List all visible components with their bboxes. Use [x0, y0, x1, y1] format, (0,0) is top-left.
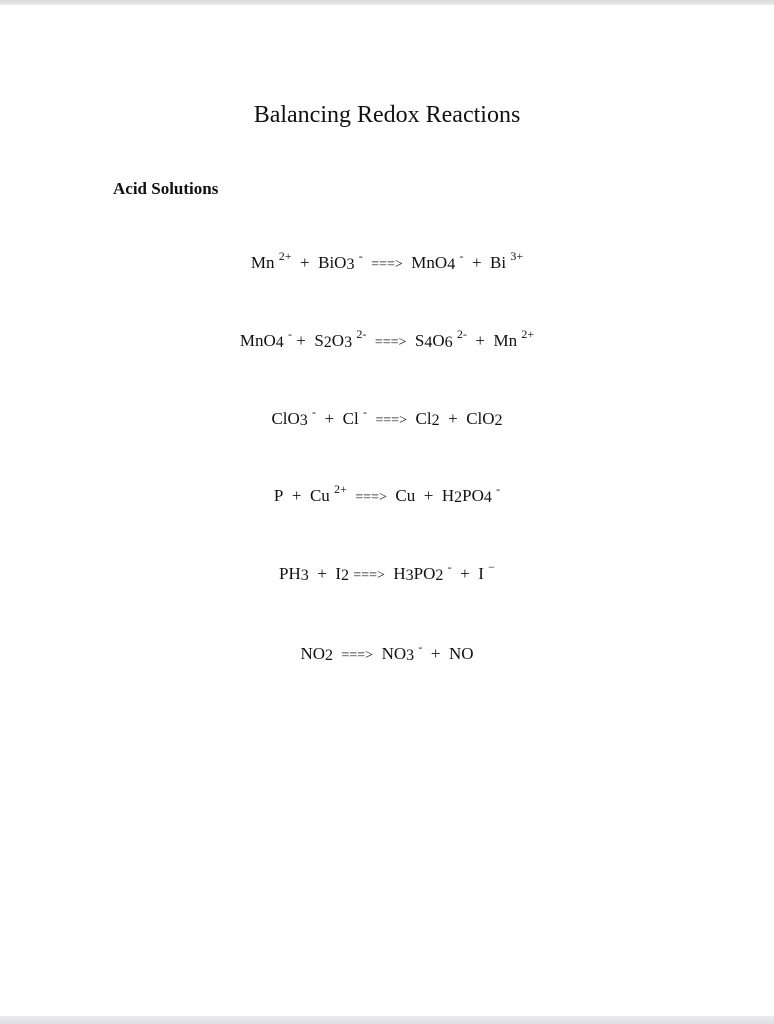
- species-cu-metal: Cu: [395, 486, 416, 505]
- species-h3po2: H: [393, 564, 406, 583]
- species-mn: Mn: [493, 331, 518, 350]
- equation-3: [0, 405, 774, 432]
- reaction-arrow: ===>: [341, 648, 374, 663]
- plus-sign: +: [324, 409, 335, 428]
- species-s2o3: S: [314, 331, 324, 350]
- species-cl2: Cl: [415, 409, 432, 428]
- plus-sign: +: [317, 564, 327, 583]
- reaction-arrow: ===>: [353, 568, 385, 583]
- subscript: 4: [275, 334, 284, 351]
- species-bio3: BiO: [318, 253, 347, 272]
- charge: -: [358, 249, 363, 263]
- species-no2: NO: [300, 644, 325, 663]
- charge: 3+: [510, 249, 524, 263]
- species-mno4: MnO: [239, 331, 276, 350]
- species-s4o6-oxygen: O: [432, 331, 445, 350]
- plus-sign: +: [460, 564, 470, 583]
- charge: −: [488, 560, 495, 574]
- subscript: 2: [325, 647, 333, 664]
- subscript: 2: [435, 567, 444, 584]
- plus-sign: +: [471, 253, 482, 272]
- plus-sign: +: [448, 409, 458, 428]
- species-clo2: ClO: [466, 409, 495, 428]
- viewer-top-edge: [0, 0, 774, 5]
- species-s4o6: S: [414, 331, 425, 350]
- reaction-arrow: ===>: [374, 335, 407, 350]
- charge: -: [312, 405, 317, 419]
- viewer-bottom-edge: [0, 1016, 774, 1024]
- plus-sign: +: [423, 486, 434, 505]
- species-clo3: ClO: [271, 409, 300, 428]
- species-s2o3-oxygen: O: [331, 331, 345, 350]
- charge: 2-: [356, 327, 367, 341]
- species-cu: Cu: [309, 486, 330, 505]
- plus-sign: +: [430, 644, 441, 663]
- species-bi: Bi: [490, 253, 507, 272]
- subscript: 2: [494, 412, 503, 429]
- species-i: I: [478, 564, 484, 583]
- species-no: NO: [449, 644, 474, 663]
- charge: -: [459, 249, 464, 263]
- charge: -: [418, 640, 423, 654]
- plus-sign: +: [300, 253, 310, 272]
- subscript: 2: [431, 412, 440, 429]
- equation-4: [0, 482, 774, 509]
- charge: 2-: [456, 327, 467, 341]
- species-i2: I: [335, 564, 342, 583]
- equation-6: [0, 640, 774, 667]
- subscript: 2: [341, 567, 350, 584]
- reaction-arrow: ===>: [371, 257, 403, 272]
- subscript: 4: [447, 256, 456, 273]
- subscript: 3: [405, 567, 414, 584]
- species-cl: Cl: [342, 409, 359, 428]
- equation-1: [0, 249, 774, 276]
- plus-sign: +: [475, 331, 486, 350]
- charge: -: [496, 482, 501, 496]
- charge: -: [287, 327, 292, 341]
- species-h3po2-po: PO: [413, 564, 436, 583]
- species-h2po4-po: PO: [462, 486, 484, 505]
- species-p: P: [273, 486, 284, 505]
- section-heading-acid-solutions: Acid Solutions: [113, 179, 219, 198]
- subscript: 3: [299, 412, 308, 429]
- charge: -: [362, 405, 367, 419]
- equation-5: [0, 560, 774, 587]
- page-title: Balancing Redox Reactions: [253, 102, 521, 128]
- reaction-arrow: ===>: [375, 413, 408, 428]
- equation-2: [0, 327, 774, 354]
- subscript: 4: [424, 334, 433, 351]
- subscript: 4: [483, 489, 492, 506]
- charge: 2+: [278, 249, 292, 263]
- charge: 2+: [334, 482, 347, 496]
- species-ph3: PH: [279, 564, 301, 583]
- species-no3: NO: [381, 644, 407, 663]
- subscript: 3: [406, 647, 415, 664]
- subscript: 3: [346, 256, 355, 273]
- subscript: 2: [323, 334, 332, 351]
- subscript: 6: [444, 334, 453, 351]
- species-h2po4: H: [441, 486, 455, 505]
- subscript: 2: [454, 489, 463, 506]
- subscript: 3: [344, 334, 353, 351]
- plus-sign: +: [291, 486, 302, 505]
- plus-sign: +: [296, 331, 306, 350]
- subscript: 3: [300, 567, 309, 584]
- charge: -: [447, 560, 452, 574]
- species-mn: Mn: [250, 253, 275, 272]
- charge: 2+: [521, 327, 535, 341]
- reaction-arrow: ===>: [355, 490, 387, 505]
- species-mno4: MnO: [411, 253, 448, 272]
